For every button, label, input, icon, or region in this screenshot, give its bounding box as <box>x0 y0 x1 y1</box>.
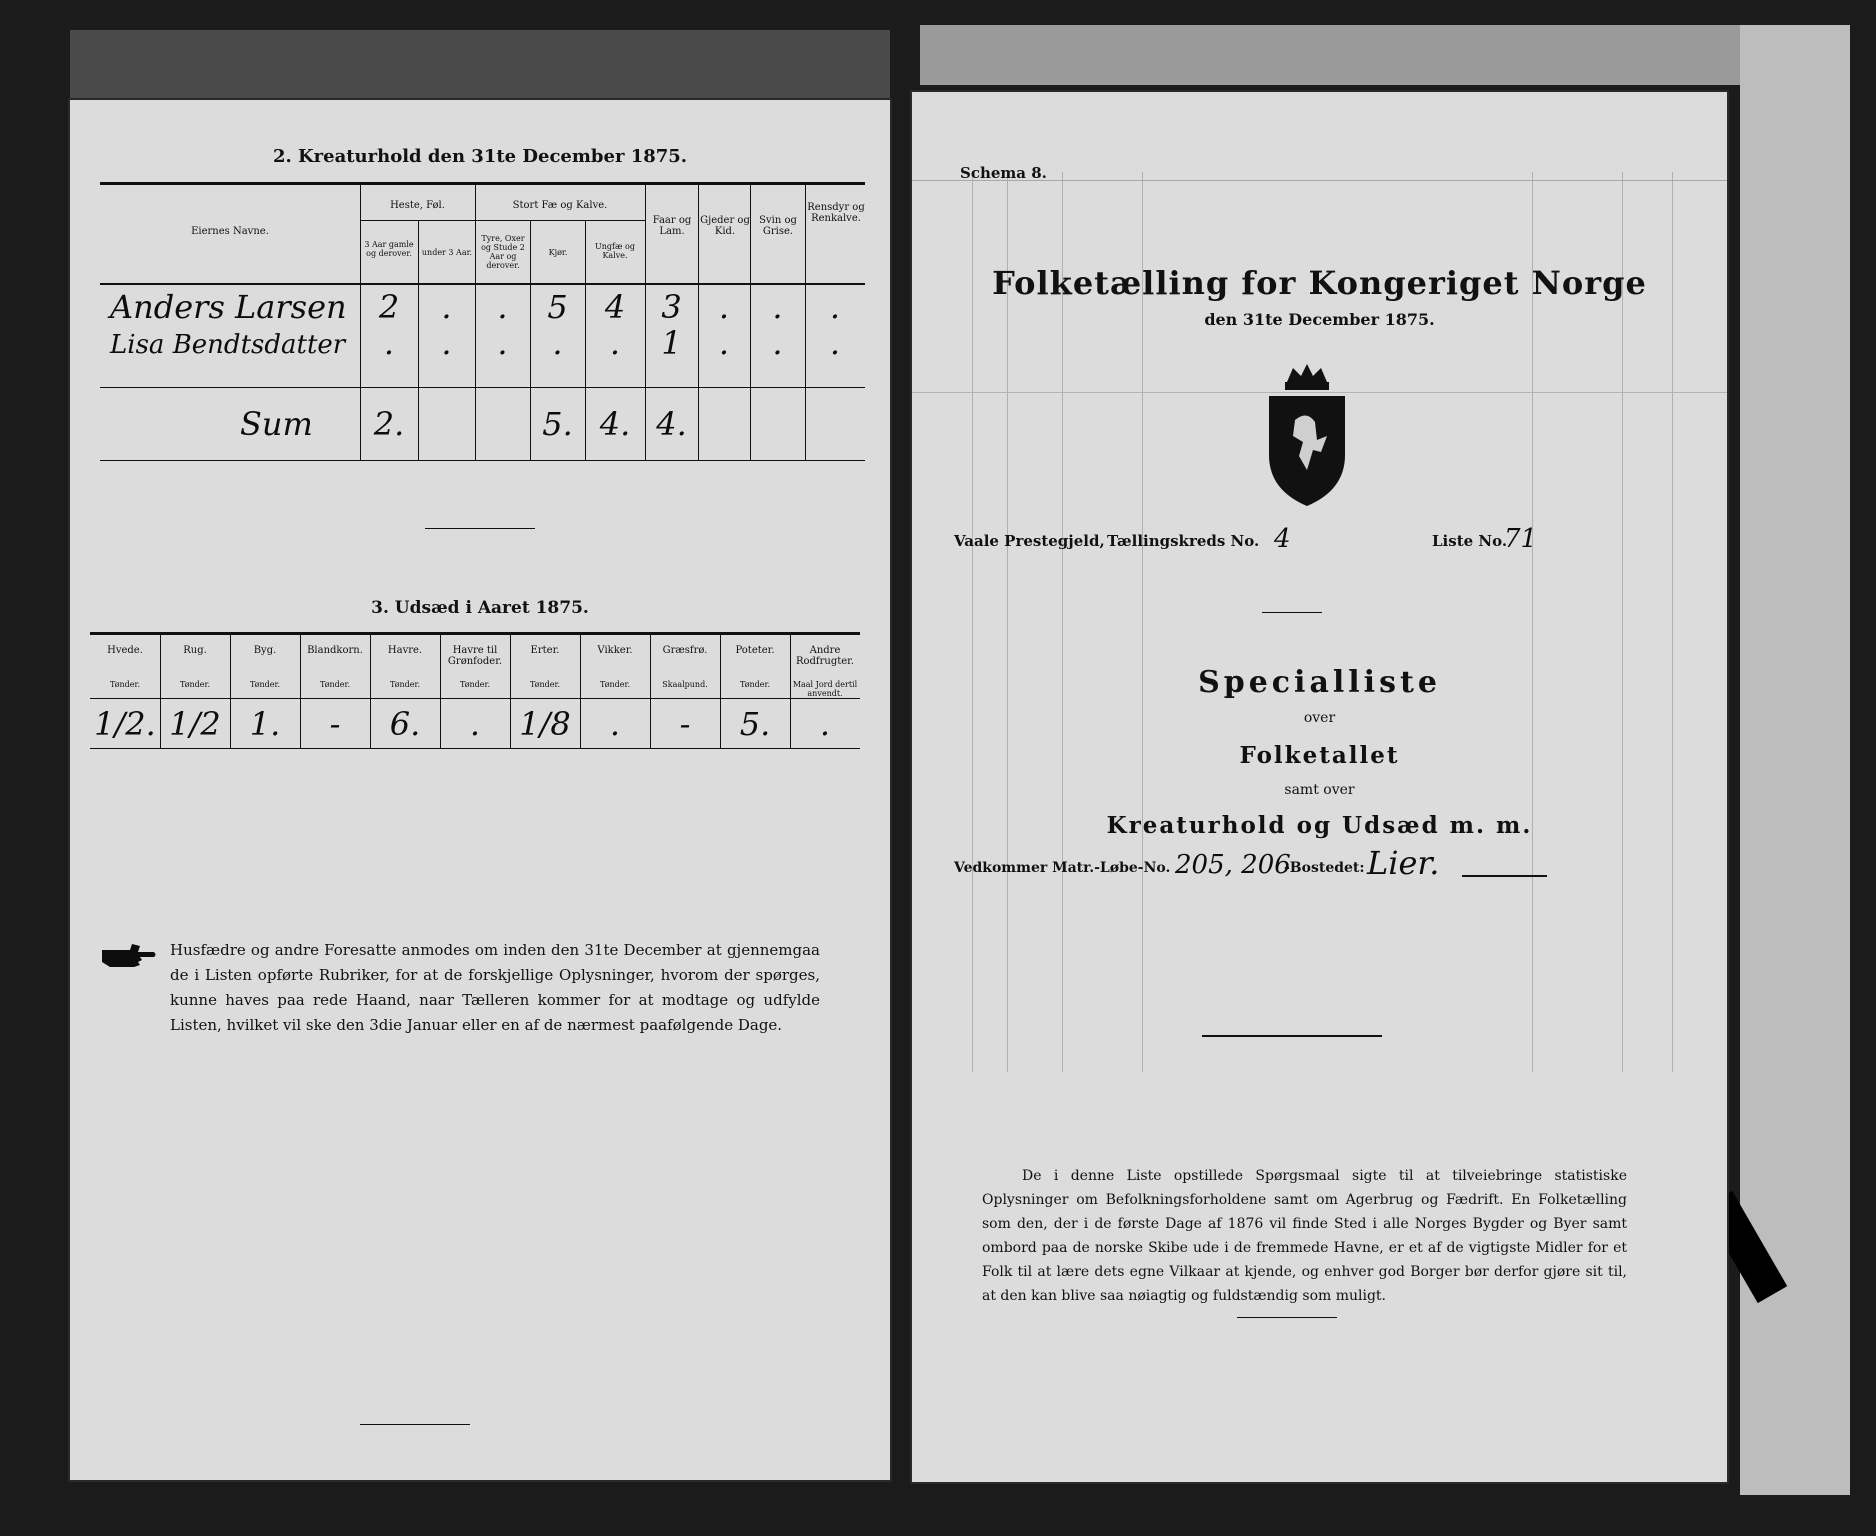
cell-young: . <box>609 324 621 362</box>
header-pigs: Svin og Grise. <box>759 215 797 237</box>
schema-number: Schema 8. <box>960 164 1047 182</box>
divider <box>1262 612 1322 613</box>
cell-goats: . <box>718 288 730 326</box>
seed-column-unit: Tønder. <box>179 680 211 689</box>
seed-column-label: Erter. <box>530 645 560 656</box>
cell-horses-3yr: 2 <box>378 288 400 326</box>
divider <box>1202 1035 1382 1037</box>
seed-column-value: - <box>679 705 691 743</box>
pointing-hand-icon <box>100 940 158 970</box>
prestegjeld-label: Vaale Prestegjeld, <box>954 532 1105 550</box>
cell-horses-under3: . <box>441 324 452 362</box>
seed-column-unit: Tønder. <box>319 680 351 689</box>
faint-rule <box>1007 172 1008 1072</box>
section-3-title: 3. Udsæd i Aaret 1875. <box>371 598 589 618</box>
cell-cows: 5. <box>542 405 573 443</box>
table-rule <box>100 460 865 461</box>
right-page <box>912 92 1727 1482</box>
header-goats: Gjeder og Kid. <box>700 215 750 237</box>
bosted-label: -Bostedet: <box>1284 860 1365 876</box>
seed-column-value: - <box>329 705 341 743</box>
samt-over-label: samt over <box>1284 782 1355 798</box>
table-rule <box>475 220 645 221</box>
scan-edge-top-right <box>920 25 1820 85</box>
kreds-value: 4 <box>1274 524 1291 554</box>
divider <box>425 528 535 529</box>
norway-coat-of-arms-icon <box>1257 360 1357 510</box>
header-cattle-bulls: Tyre, Oxer og Stude 2 Aar og derover. <box>481 234 525 270</box>
seed-column-value: . <box>469 705 481 743</box>
seed-column-label: Havre. <box>387 645 423 656</box>
seed-column-unit: Tønder. <box>599 680 631 689</box>
matr-value: 205, 206 <box>1175 850 1291 880</box>
cell-cows: 5 <box>547 288 568 326</box>
faint-rule <box>972 172 973 1072</box>
faint-rule <box>1062 172 1063 1072</box>
cell-young: 4 <box>604 288 626 326</box>
header-sheep: Faar og Lam. <box>652 215 692 237</box>
seed-column-unit: Maal Jord dertil anvendt. <box>792 680 858 698</box>
liste-label: Liste No. <box>1432 532 1508 550</box>
cell-sheep: 3 <box>661 288 682 326</box>
kreaturhold-title: Kreaturhold og Udsæd m. m. <box>1106 812 1533 839</box>
matr-label: Vedkommer Matr.-Løbe-No. <box>954 860 1171 876</box>
bosted-value: Lier. <box>1367 844 1440 882</box>
seed-column-value: 1/2. <box>94 705 156 743</box>
seed-column-unit: Tønder. <box>109 680 141 689</box>
folketallet-title: Folketallet <box>1239 742 1400 769</box>
header-reindeer: Rensdyr og Renkalve. <box>807 202 865 224</box>
header-horses: Heste, Føl. <box>390 200 445 211</box>
header-cattle: Stort Fæ og Kalve. <box>512 200 608 211</box>
notice-text: Husfædre og andre Foresatte anmodes om inden den 31te December at gjennemgaa de i Listen opførte Rubriker, for at de forskjellige Oplysninger, hvorom der spørges, kunne haves paa rede Haand, naar Tælleren kommer for at modtage og udfylde Listen, hvilket vil ske den 3die Januar eller en af de nærmest paafølgende Dage. <box>170 941 820 1034</box>
cell-horses-under3: . <box>441 288 452 326</box>
seed-column-label: Blandkorn. <box>307 645 363 656</box>
cell-horses-3yr: 2. <box>373 405 405 443</box>
seed-column-value: 1. <box>249 705 281 743</box>
header-owner: Eiernes Navne. <box>191 226 269 237</box>
cell-sheep: 1 <box>661 324 682 362</box>
handwritten-stroke <box>1462 875 1547 877</box>
page-date: den 31te December 1875. <box>1204 310 1435 329</box>
cell-young: 4. <box>599 405 631 443</box>
faint-rule <box>1672 172 1673 1072</box>
seed-column-label: Vikker. <box>597 645 633 656</box>
table-rule <box>90 632 860 635</box>
info-paragraph: De i denne Liste opstillede Spørgsmaal sigte til at tilveiebringe statistiske Oplysninger om Befolkningsforholdene samt om Agerbrug og Fædrift. En Folketælling som den, der i de første Dage af 1876 vil finde Sted i alle Norges Bygder og Byer samt ombord paa de norske Skibe ude i de fremmede Havne, er et af de vigtigste Midler for et Folk til at lære dets egne Vilkaar at kjende, og enhver god Borger bør derfor gjøre sit til, at den kan blive saa nøiagtig og fuldstændig som muligt. <box>982 1168 1627 1304</box>
over-label: over <box>1303 710 1336 726</box>
seed-column-unit: Tønder. <box>249 680 281 689</box>
table-rule <box>90 698 860 699</box>
seed-column-value: . <box>819 705 831 743</box>
header-cattle-cows: Kjør. <box>548 248 568 257</box>
header-cattle-young: Ungfæ og Kalve. <box>595 242 635 260</box>
header-horses-3yr: 3 Aar gamle og derover. <box>364 240 414 258</box>
section-2-title: 2. Kreaturhold den 31te December 1875. <box>272 146 688 167</box>
page-title: Folketælling for Kongeriget Norge <box>992 264 1647 302</box>
seed-column-unit: Skaalpund. <box>662 680 708 689</box>
seed-column-unit: Tønder. <box>389 680 421 689</box>
cell-bulls: . <box>497 288 508 326</box>
table-rule <box>90 748 860 749</box>
header-horses-under3: under 3 Aar. <box>421 248 473 257</box>
faint-rule <box>1622 172 1623 1072</box>
scan-edge-top-left <box>70 30 890 100</box>
liste-value: 71 <box>1504 524 1538 554</box>
cell-pigs: . <box>772 324 783 362</box>
seed-column-label: Byg. <box>253 645 277 656</box>
seed-column-label: Græsfrø. <box>662 645 708 656</box>
seed-column-value: 1/2 <box>169 705 221 743</box>
row-owner-name: Lisa Bendtsdatter <box>110 330 346 360</box>
cell-bulls: . <box>497 324 508 362</box>
seed-column-unit: Tønder. <box>739 680 771 689</box>
faint-rule <box>1532 172 1533 1072</box>
kreds-label: Tællingskreds No. <box>1107 532 1260 550</box>
row-owner-name: Anders Larsen <box>110 288 347 326</box>
seed-column-value: 1/8 <box>519 705 571 743</box>
seed-column-label: Poteter. <box>735 645 775 656</box>
cell-reindeer: . <box>829 288 841 326</box>
seed-column-label: Hvede. <box>107 645 143 656</box>
row-sum-label: Sum <box>240 405 313 443</box>
cell-horses-3yr: . <box>383 324 395 362</box>
cell-reindeer: . <box>829 324 841 362</box>
cell-sheep: 4. <box>656 405 687 443</box>
faint-rule <box>1142 172 1143 1072</box>
seed-column-unit: Tønder. <box>459 680 491 689</box>
seed-column-label: Andre Rodfrugter. <box>795 645 855 667</box>
cell-pigs: . <box>772 288 783 326</box>
seed-column-label: Rug. <box>183 645 207 656</box>
cell-cows: . <box>552 324 563 362</box>
seed-column-unit: Tønder. <box>529 680 561 689</box>
special-title: Specialliste <box>1198 665 1441 700</box>
divider <box>1237 1317 1337 1318</box>
left-page <box>70 100 890 1480</box>
cell-goats: . <box>718 324 730 362</box>
divider <box>360 1424 470 1425</box>
seed-column-value: . <box>609 705 621 743</box>
seed-column-value: 5. <box>739 705 771 743</box>
seed-column-label: Havre til Grønfoder. <box>447 645 503 667</box>
seed-column-value: 6. <box>389 705 421 743</box>
